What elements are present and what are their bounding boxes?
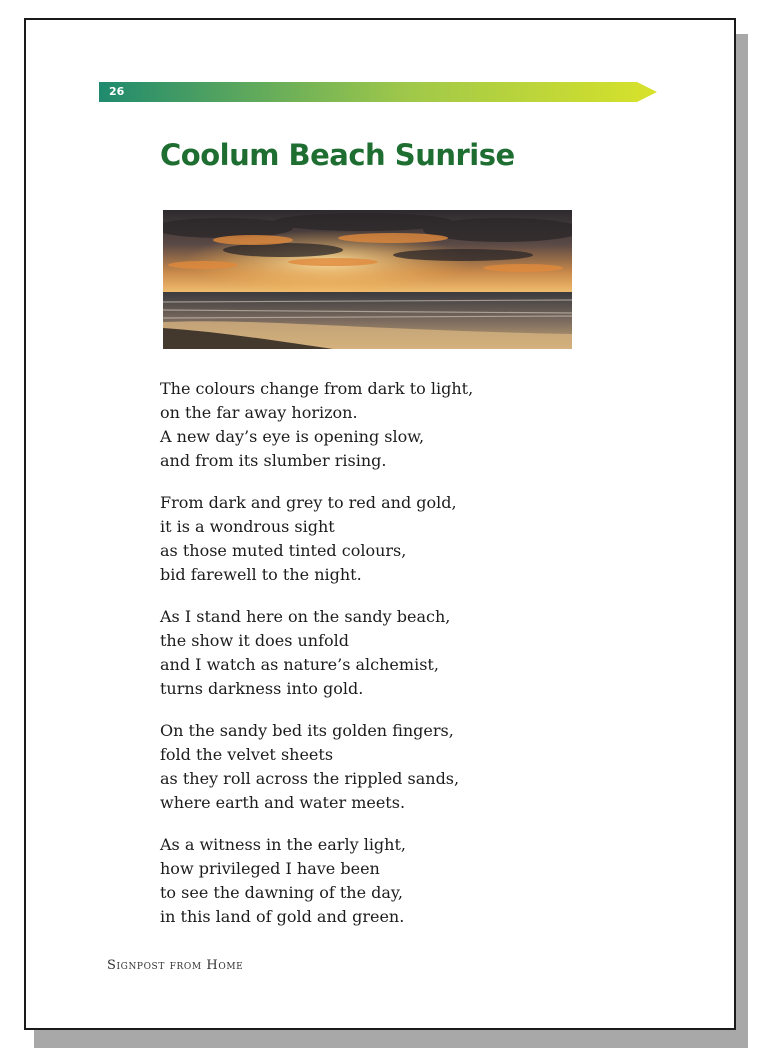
poem-title: Coolum Beach Sunrise xyxy=(160,138,515,172)
beach-sunrise-photo xyxy=(163,210,572,349)
poem-line: The colours change from dark to light, xyxy=(160,379,474,398)
poem-line: As I stand here on the sandy beach, xyxy=(160,607,451,626)
poem-line: to see the dawning of the day, xyxy=(160,883,403,902)
running-footer: Signpost from Home xyxy=(107,958,244,973)
poem-line: the show it does unfold xyxy=(160,631,350,650)
poem-line: As a witness in the early light, xyxy=(160,835,406,854)
poem-line: turns darkness into gold. xyxy=(160,679,364,698)
poem-line: On the sandy bed its golden fingers, xyxy=(160,721,454,740)
poem-line: in this land of gold and green. xyxy=(160,907,405,926)
poem-line: A new day’s eye is opening slow, xyxy=(160,427,425,446)
poem-line: it is a wondrous sight xyxy=(160,517,335,536)
page-number: 26 xyxy=(109,85,125,98)
page-header-banner xyxy=(99,82,657,102)
stanza xyxy=(160,719,640,815)
poem-line: how privileged I have been xyxy=(160,859,380,878)
poem-line: where earth and water meets. xyxy=(160,793,406,812)
stanza xyxy=(160,833,640,929)
poem-line: bid farewell to the night. xyxy=(160,565,362,584)
poem-line: and from its slumber rising. xyxy=(160,451,387,470)
poem-body xyxy=(160,377,640,947)
poem-line: on the far away horizon. xyxy=(160,403,358,422)
poem-line: and I watch as nature’s alchemist, xyxy=(160,655,439,674)
stanza xyxy=(160,605,640,701)
stanza xyxy=(160,491,640,587)
banner-arrow-shape xyxy=(99,82,657,102)
poem-line: fold the velvet sheets xyxy=(160,745,334,764)
poem-line: as they roll across the rippled sands, xyxy=(160,769,460,788)
poem-line: From dark and grey to red and gold, xyxy=(160,493,457,512)
stanza xyxy=(160,377,640,473)
poem-line: as those muted tinted colours, xyxy=(160,541,407,560)
book-page xyxy=(24,18,736,1030)
